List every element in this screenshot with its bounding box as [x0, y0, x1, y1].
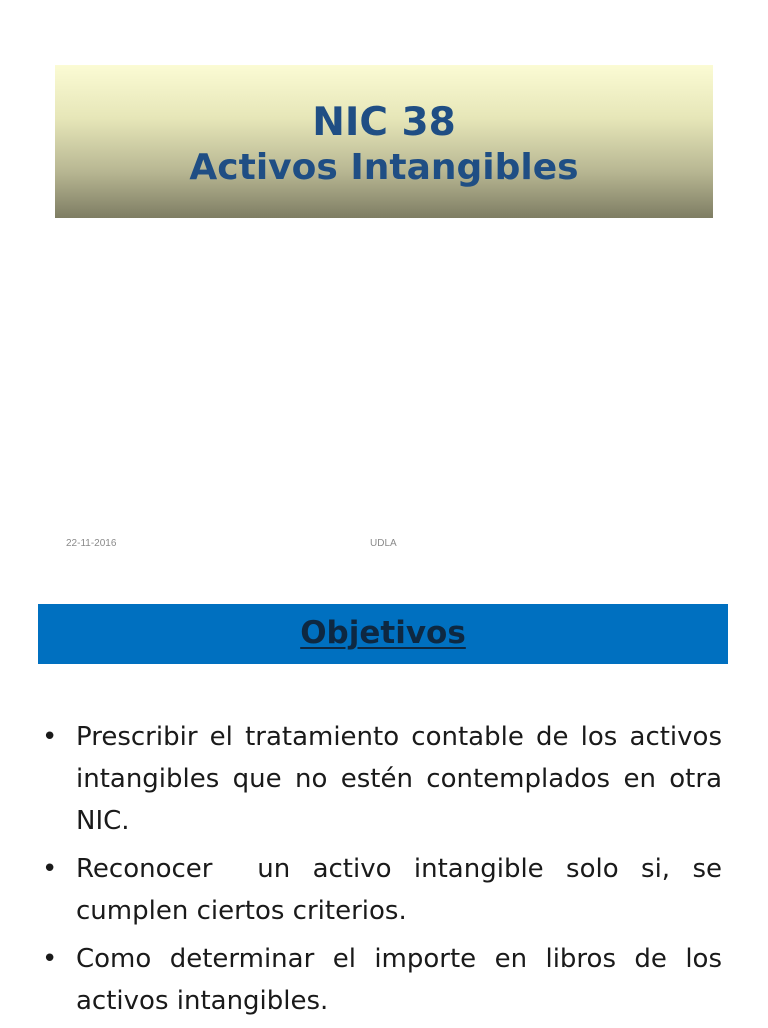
heading-bar	[38, 604, 728, 664]
footer-organization: UDLA	[370, 538, 397, 549]
bullet-icon: •	[42, 722, 58, 752]
title-box	[55, 65, 713, 218]
bullet-item	[40, 848, 731, 932]
bullet-text: Prescribir el tratamiento contable de los activos intangibles que no estén contemplados en otra NIC.	[76, 722, 722, 836]
title-line-2: Activos Intangibles	[189, 147, 579, 188]
title-line-1: NIC 38	[312, 100, 456, 145]
bullet-list	[40, 716, 731, 1028]
bullet-text: Como determinar el importe en libros de los activos intangibles.	[76, 944, 722, 1016]
bullet-icon: •	[42, 854, 58, 884]
bullet-icon: •	[42, 944, 58, 974]
bullet-item	[40, 938, 722, 1022]
objectives-slide	[0, 576, 768, 1024]
bullet-text: Reconocer un activo intangible solo si, se cumplen ciertos criterios.	[76, 854, 731, 926]
bullet-item	[40, 716, 722, 842]
slide-heading: Objetivos	[300, 615, 466, 651]
footer-date: 22-11-2016	[66, 538, 117, 549]
